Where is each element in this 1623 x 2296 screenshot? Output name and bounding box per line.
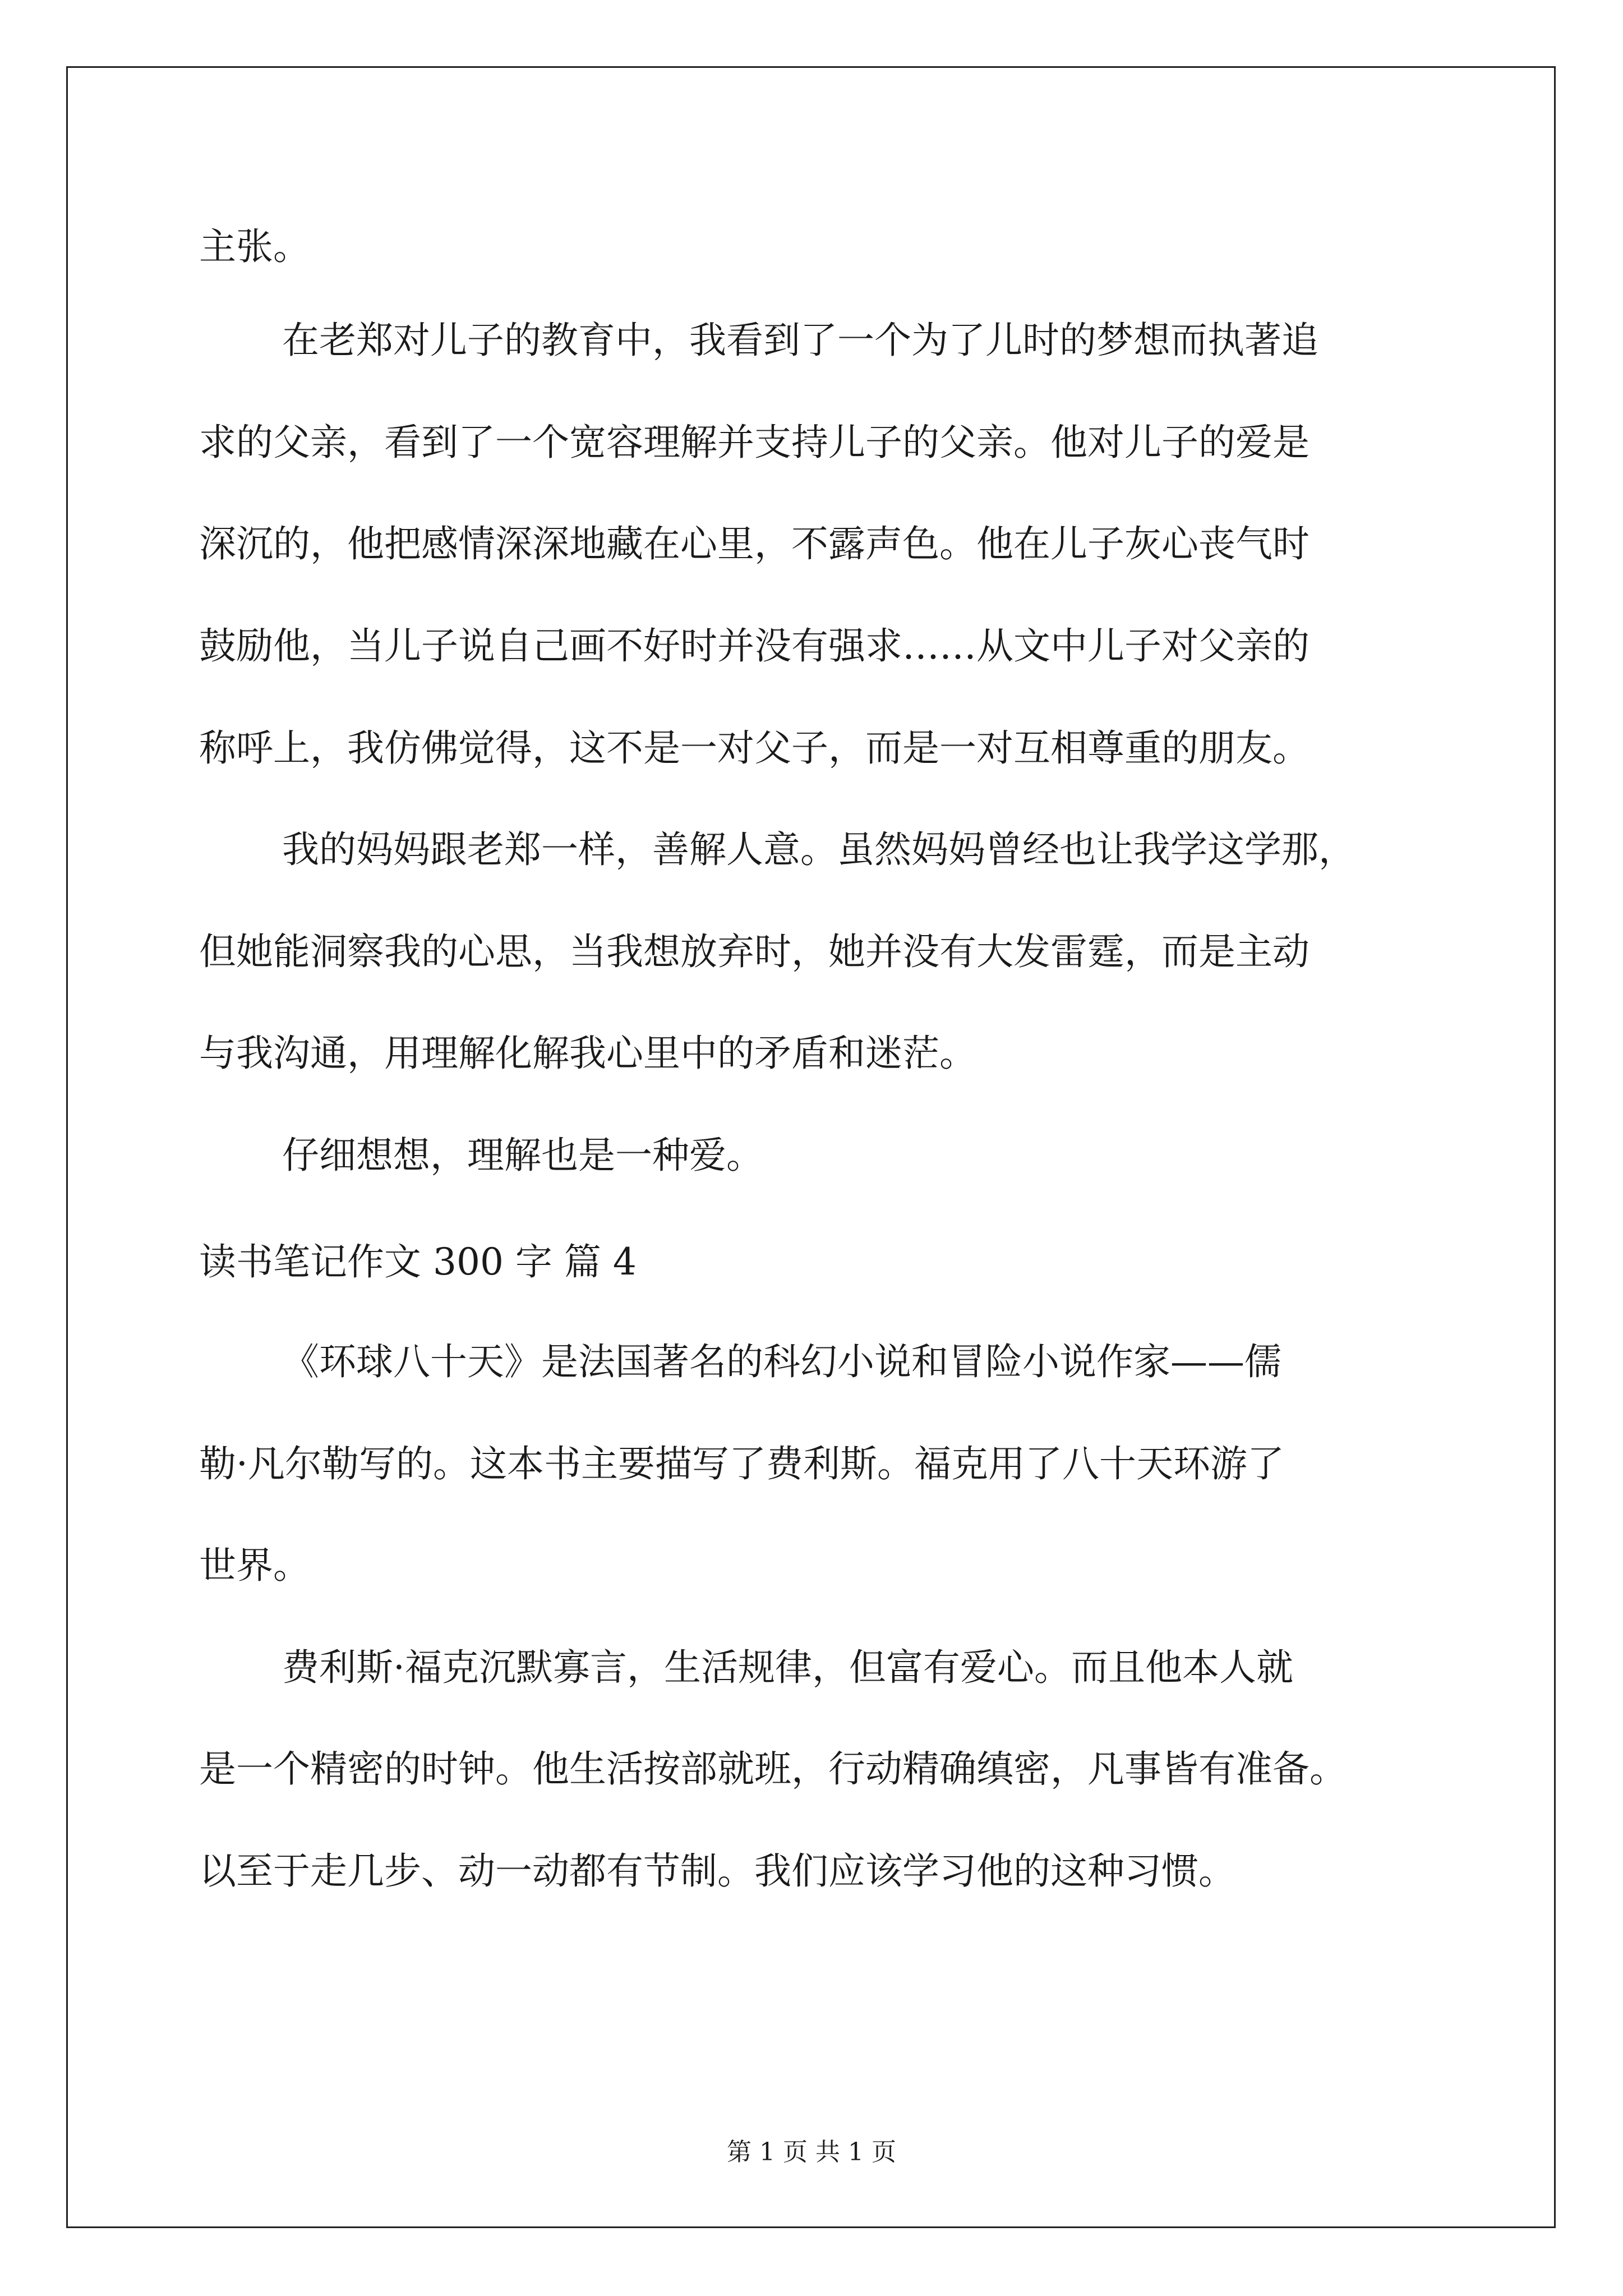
text-line: 主张。 xyxy=(199,225,310,268)
text-line: 勒·凡尔勒写的。这本书主要描写了费利斯。福克用了八十天环游了 xyxy=(199,1442,1284,1485)
text-line: 但她能洞察我的心思，当我想放弃时，她并没有大发雷霆，而是主动 xyxy=(199,930,1310,973)
text-line: 世界。 xyxy=(199,1544,310,1587)
section-heading: 读书笔记作文 300 字 篇 4 xyxy=(199,1240,637,1283)
text-line: 深沉的，他把感情深深地藏在心里，不露声色。他在儿子灰心丧气时 xyxy=(199,522,1310,565)
text-line: 仔细想想，理解也是一种爱。 xyxy=(282,1134,763,1177)
text-line: 称呼上，我仿佛觉得，这不是一对父子，而是一对互相尊重的朋友。 xyxy=(199,726,1310,770)
page-number-footer: 第 1 页 共 1 页 xyxy=(727,2138,896,2166)
text-line: 与我沟通，用理解化解我心里中的矛盾和迷茫。 xyxy=(199,1032,976,1075)
text-line: 在老郑对儿子的教育中，我看到了一个为了儿时的梦想而执著追 xyxy=(282,319,1318,362)
text-line: 费利斯·福克沉默寡言，生活规律，但富有爱心。而且他本人就 xyxy=(282,1646,1293,1689)
text-line: 是一个精密的时钟。他生活按部就班，行动精确缜密，凡事皆有准备。 xyxy=(199,1747,1347,1791)
text-line: 求的父亲，看到了一个宽容理解并支持儿子的父亲。他对儿子的爱是 xyxy=(199,421,1310,464)
text-line: 《环球八十天》是法国著名的科幻小说和冒险小说作家——儒 xyxy=(282,1340,1281,1383)
text-line: 我的妈妈跟老郑一样，善解人意。虽然妈妈曾经也让我学这学那， xyxy=(282,828,1355,871)
text-line: 鼓励他，当儿子说自己画不好时并没有强求……从文中儿子对父亲的 xyxy=(199,624,1310,668)
text-line: 以至于走几步、动一动都有节制。我们应该学习他的这种习惯。 xyxy=(199,1849,1235,1893)
